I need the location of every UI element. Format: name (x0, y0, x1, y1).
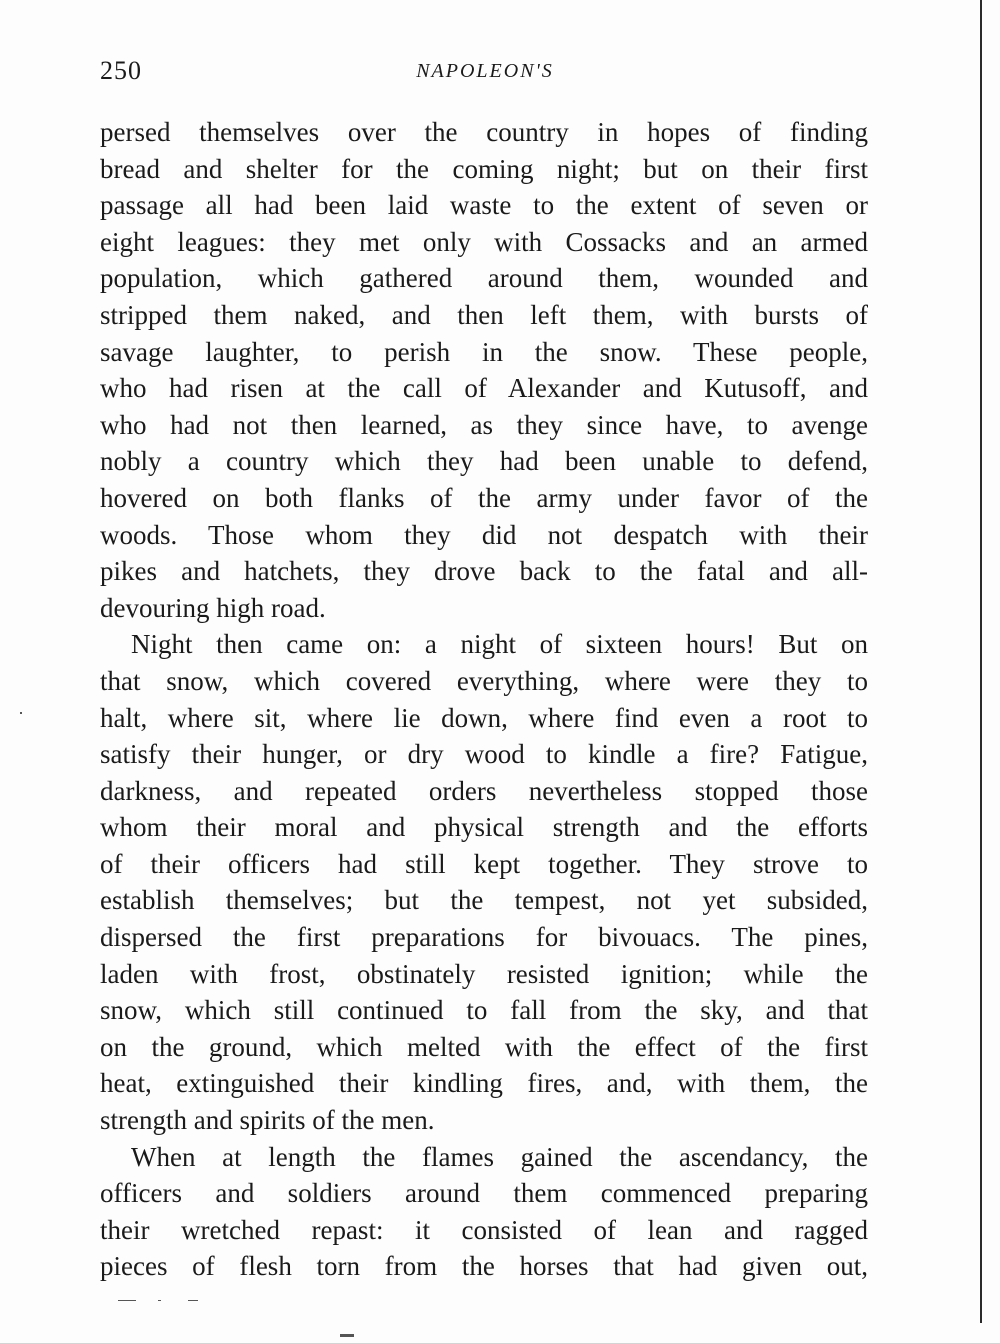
text-line: snow, which still continued to fall from the sky, and that (100, 995, 868, 1026)
body-text (100, 114, 868, 1285)
text-line: dispersed the first preparations for bivouacs. The pines, (100, 922, 868, 953)
text-line: savage laughter, to perish in the snow. These people, (100, 336, 868, 367)
scan-speck (188, 1300, 198, 1301)
text-line: population, which gathered around them, wounded and (100, 263, 868, 294)
text-line: satisfy their hunger, or dry wood to kindle a fire? Fatigue, (100, 739, 868, 770)
text-line: stripped them naked, and then left them, with bursts of (100, 299, 868, 330)
scan-speck (118, 1300, 136, 1301)
text-line: darkness, and repeated orders nevertheless stopped those (100, 775, 868, 806)
text-line: When at length the flames gained the ascendancy, the (131, 1141, 868, 1172)
text-line: hovered on both flanks of the army under favor of the (100, 482, 868, 513)
text-line: nobly a country which they had been unable to defend, (100, 446, 868, 477)
running-head-title: NAPOLEON'S (416, 60, 554, 82)
text-line: who had not then learned, as they since have, to avenge (100, 409, 868, 440)
text-line: persed themselves over the country in hopes of finding (100, 117, 868, 147)
text-line: woods. Those whom they did not despatch with their (100, 519, 868, 550)
text-line: strength and spirits of the men. (100, 1105, 435, 1136)
text-line: their wretched repast: it consisted of lean and ragged (100, 1214, 868, 1245)
text-line: who had risen at the call of Alexander and Kutusoff, and (100, 373, 868, 404)
text-line: pikes and hatchets, they drove back to the fatal and all- (100, 556, 868, 587)
text-line: bread and shelter for the coming night; but on their first (100, 153, 868, 184)
text-line: pieces of flesh torn from the horses that had given out, (100, 1251, 868, 1282)
scan-speck (158, 1300, 161, 1301)
text-line: officers and soldiers around them commenced preparing (100, 1178, 868, 1209)
text-line: establish themselves; but the tempest, not yet subsided, (100, 885, 868, 916)
text-line: devouring high road. (100, 592, 326, 623)
text-line: heat, extinguished their kindling fires, and, with them, the (100, 1068, 868, 1099)
text-line: on the ground, which melted with the effect of the first (100, 1031, 868, 1062)
text-line: halt, where sit, where lie down, where find even a root to (100, 702, 868, 733)
text-line: that snow, which covered everything, where were they to (100, 665, 868, 696)
text-line: whom their moral and physical strength and the efforts (100, 812, 868, 843)
text-line: eight leagues: they met only with Cossacks and an armed (100, 226, 868, 257)
page-edge-line (980, 0, 982, 1323)
page-number: 250 (100, 56, 142, 85)
scan-speck (20, 712, 22, 714)
text-line: laden with frost, obstinately resisted ignition; while the (100, 958, 868, 989)
running-head (100, 56, 870, 86)
text-line: passage all had been laid waste to the extent of seven or (100, 190, 868, 221)
scan-speck (340, 1334, 354, 1337)
text-line: Night then came on: a night of sixteen hours! But on (131, 629, 868, 660)
text-line: of their officers had still kept together. They strove to (100, 848, 868, 879)
